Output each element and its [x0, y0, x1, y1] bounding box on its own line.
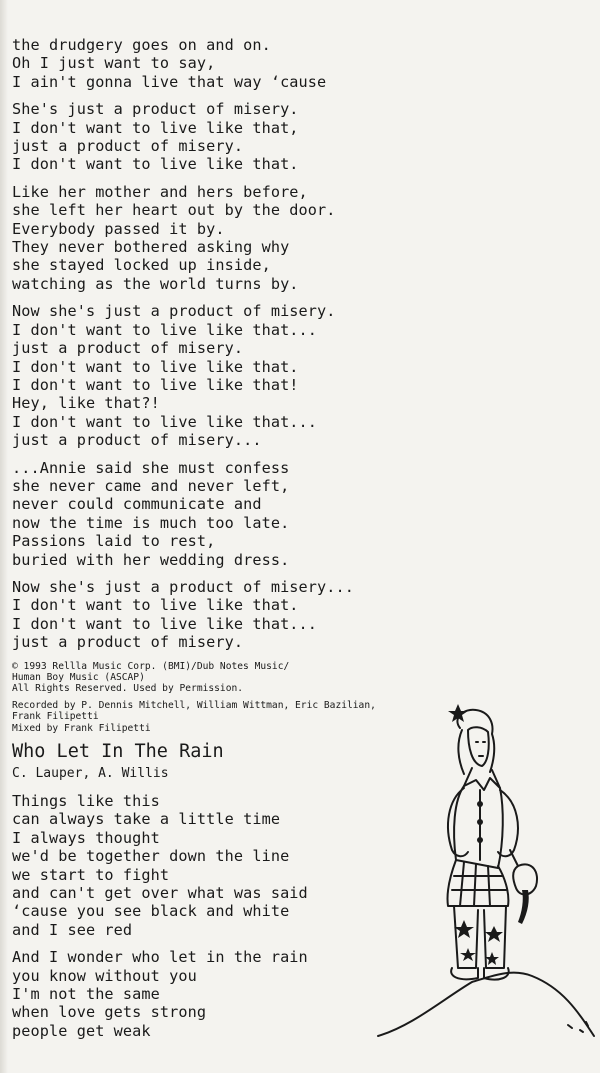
- stanza: [12, 578, 432, 652]
- lyric-line: people get weak: [12, 1021, 151, 1040]
- lyric-line: Human Boy Music (ASCAP): [12, 672, 145, 683]
- lyric-line: never could communicate and: [12, 495, 262, 514]
- lyric-line: we start to fight: [12, 865, 170, 884]
- stanza: [12, 459, 432, 569]
- lyric-line: I don't want to live like that...: [12, 614, 318, 633]
- lyric-line: Now she's just a product of misery...: [12, 577, 355, 596]
- song2-title: Who Let In The Rain: [12, 741, 224, 762]
- lyric-line: ‘cause you see black and white: [12, 902, 290, 921]
- lyric-line: just a product of misery.: [12, 137, 244, 156]
- lyric-line: ...Annie said she must confess: [12, 458, 290, 477]
- lyric-line: just a product of misery.: [12, 339, 244, 358]
- lyric-line: just a product of misery.: [12, 633, 244, 652]
- lyric-line: Things like this: [12, 792, 160, 810]
- stanza: [12, 183, 432, 293]
- stanza: [12, 100, 432, 174]
- lyric-line: she stayed locked up inside,: [12, 256, 271, 275]
- lyric-line: now the time is much too late.: [12, 513, 290, 532]
- credits-block: [12, 661, 432, 695]
- lyric-line: Like her mother and hers before,: [12, 182, 308, 201]
- song2-stanzas: [12, 792, 432, 1040]
- lyric-line: you know without you: [12, 966, 197, 985]
- credits-block: [12, 700, 432, 734]
- stanza: [12, 948, 432, 1040]
- lyric-line: Hey, like that?!: [12, 394, 160, 413]
- lyric-line: She's just a product of misery.: [12, 100, 299, 119]
- lyric-line: They never bothered asking why: [12, 238, 290, 257]
- lyric-line: Mixed by Frank Filipetti: [12, 722, 151, 734]
- lyric-line: and I see red: [12, 920, 133, 939]
- lyric-line: All Rights Reserved. Used by Permission.: [12, 683, 244, 695]
- song1-lyrics: [12, 36, 432, 739]
- lyric-line: Now she's just a product of misery.: [12, 302, 336, 321]
- song2-writers: C. Lauper, A. Willis: [12, 766, 169, 781]
- lyric-line: I don't want to live like that.: [12, 357, 299, 376]
- lyric-line: just a product of misery...: [12, 431, 262, 450]
- lyric-line: Everybody passed it by.: [12, 219, 225, 238]
- lyric-line: I don't want to live like that...: [12, 412, 318, 431]
- lyric-line: I don't want to live like that,: [12, 118, 299, 137]
- girl-on-hill-drawing-icon: [372, 700, 600, 1050]
- song2-section: [12, 741, 432, 1049]
- lyric-line: I don't want to live like that!: [12, 375, 299, 394]
- lyric-line: we'd be together down the line: [12, 847, 290, 866]
- lyric-line: I'm not the same: [12, 985, 160, 1004]
- lyric-line: Recorded by P. Dennis Mitchell, William Wittman, Eric Bazilian,: [12, 699, 376, 711]
- lyric-line: I don't want to live like that...: [12, 320, 318, 339]
- stanza: [12, 36, 432, 91]
- song1-credits: [12, 661, 432, 734]
- page-fold-shadow: [0, 0, 8, 1073]
- lyric-line: watching as the world turns by.: [12, 274, 299, 293]
- lyric-line: And I wonder who let in the rain: [12, 948, 308, 967]
- lyric-line: can always take a little time: [12, 810, 281, 829]
- lyric-line: Passions laid to rest,: [12, 532, 216, 551]
- lyric-line: she never came and never left,: [12, 476, 290, 495]
- lyric-line: I don't want to live like that.: [12, 596, 299, 615]
- lyric-line: when love gets strong: [12, 1003, 207, 1022]
- stanza: [12, 302, 432, 449]
- lyric-line: I ain't gonna live that way ‘cause: [12, 72, 327, 91]
- lyric-line: and can't get over what was said: [12, 884, 308, 903]
- lyric-line: © 1993 Rellla Music Corp. (BMI)/Dub Notes Music/: [12, 660, 290, 672]
- lyric-line: Frank Filipetti: [12, 711, 99, 723]
- song1-stanzas: [12, 36, 432, 652]
- lyric-line: buried with her wedding dress.: [12, 550, 290, 569]
- lyric-line: Oh I just want to say,: [12, 54, 216, 73]
- lyric-line: I always thought: [12, 828, 160, 847]
- lyric-line: I don't want to live like that.: [12, 155, 299, 174]
- lyric-line: she left her heart out by the door.: [12, 201, 336, 220]
- stanza: [12, 792, 432, 939]
- lyric-line: the drudgery goes on and on.: [12, 36, 271, 54]
